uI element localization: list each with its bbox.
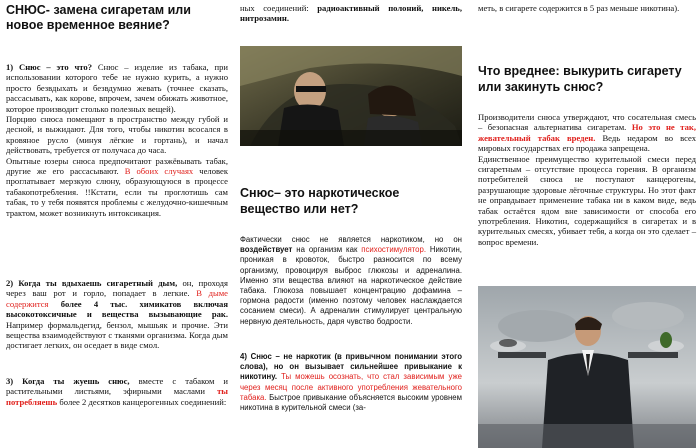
lead-what-is-snus: 1) Снюс – это что? <box>6 62 93 72</box>
text-banned: Ведь недаром во всех мировых государствах его продажа запрещена. <box>478 132 696 154</box>
text-nicotine-level: Быстрое привыкание объясняется высоким уровнем никотина в курительной смеси (за- <box>240 392 462 413</box>
paragraph-psychostimulant <box>240 235 462 327</box>
car-scene-photo <box>240 46 462 146</box>
text-not-drug: Фактически снюс не является наркотиком, но он <box>240 235 462 244</box>
section-chewing-snus <box>6 376 228 407</box>
paragraph-nicotine-compare: меть, в сигарете содержится в 5 раз меньше никотина). <box>478 3 680 13</box>
paragraph-experienced-users <box>6 156 228 218</box>
paragraph-chewing-snus <box>6 376 228 407</box>
text-experienced-users: Опытные юзеры снюса предпочитают разжёвывать табак, другие же его рассасывают. <box>6 155 228 177</box>
text-chewing-snus: вместе с табаком и растительными листьями, эфирными маслами <box>6 376 228 397</box>
heading-snus-replacement: СНЮС- замена сигаретам или новое временное веяние? <box>6 3 191 32</box>
paragraph-radioactive <box>240 3 462 24</box>
paragraph-manufacturers <box>478 112 696 154</box>
highlight-dependency: Ты можешь осознать, что стал зависимым уже через месяц после активного употребления жевательного табака. <box>240 372 462 402</box>
paragraph-cigarette-smoke <box>6 278 228 351</box>
lead-cigarette-smoke: 2) Когда ты вдыхаешь сигаретный дым, <box>6 278 178 288</box>
column-middle <box>236 0 466 448</box>
highlight-not-safe: Но это не так, жевательный табак вреден. <box>478 122 696 143</box>
text-compounds: ных соединений: <box>240 3 309 13</box>
businessman-photo <box>478 286 696 448</box>
highlight-smoke-contains: В дыме содержится <box>6 288 228 309</box>
text-affects: воздействует <box>240 245 293 255</box>
text-saliva: человек проглатывает мерзкую слюну, образующуюся в процессе табакопотребления. !!Кстати, если ты проглотишь сам табак, то у тебя появятся проблемы с желудочно-кишечным трактом, может возникнуть интоксикация. <box>6 166 229 218</box>
paragraph-what-is-snus <box>6 62 228 114</box>
text-formaldehyde: Например формальдегид, бензол, мышьяк и прочие. Эти вещества взаимодействуют с тканями организма. Когда дым достигает легких, он оседает в виде смол. <box>6 319 228 351</box>
highlight-both-cases: В обоих случаях <box>124 166 194 177</box>
section-addiction <box>240 352 462 413</box>
lead-addiction: 4) Снюс – не наркотик (в привычном понимании этого слова), но он вызывает сильнейшее привыкание к никотину. <box>240 352 462 382</box>
column-right <box>470 0 700 448</box>
paragraph-only-advantage: Единственное преимущество курительной смеси перед сигаретным – отсутствие процесса горения. В организм потребителей снюса не поступают канцерогены, разрушающие здоровые лёгочные структуры. Но этот факт не оправдывает применение табака ни в каком виде, ведь табак остаётся ядом вне зависимости от способа его употребления. Никотин, содержащийся в сигаретах и в курительных смесях, убивает тебя, а когда он это сделает – вопрос времени. <box>478 153 696 247</box>
text-carcinogens: более 2 десятков канцерогенных соединений: <box>59 396 227 407</box>
text-cigarette-smoke: он, проходя через ваш рот и горло, попадает в легкие. <box>6 278 228 299</box>
highlight-you-consume: ты потребляешь <box>6 386 228 407</box>
text-manufacturers: Производители снюса утверждают, что сосательная смесь – безопасная альтернатива сигаретам. <box>478 112 696 133</box>
section-what-is-snus <box>6 62 228 218</box>
section-psychostimulant <box>240 235 462 327</box>
highlight-psychostimulant: психостимулятор. <box>361 245 426 255</box>
text-polonium: радиоактивный полоний, никель, нитрозамин. <box>240 3 462 24</box>
text-nicotine-effect: Никотин, проникая в кровоток, быстро разносится по всему организму, провоцируя выброс глюкозы и адреналина. Именно эти вещества влияют на наркотическое действие табака. Глюкоза повышает концентрацию дофамина – гормона радости (именно поэтому человек наслаждается сосанием смеси). А адреналин стимулирует центральную нервную деятельность, даря чувство бодрости. <box>240 245 462 326</box>
text-chemicals: более 4 тыс. химикатов включая высокотоксичные и вещества вызывающие рак. <box>6 298 228 320</box>
businessman-illustration <box>478 286 696 448</box>
heading-is-snus-a-drug: Снюс– это наркотическое вещество или нет? <box>240 186 400 216</box>
paragraph-portion: Порцию снюса помещают в пространство между губой и десной, и выжидают. Для того, чтобы никотин всосался в кровяное русло (минуя лёгкие и гортань), и начал действовать, требуется от получаса до часа. <box>6 114 228 156</box>
heading-what-is-worse: Что вреднее: выкурить сигарету или закинуть снюс? <box>478 64 682 94</box>
car-scene-illustration <box>240 46 462 146</box>
paragraph-addiction <box>240 352 462 413</box>
text-what-is-snus: Снюс – изделие из табака, при использовании которого тебе не нужно курить, а нужно просто безвдыхать и безвдумно жевать (точнее сказать, рассасывать, как корове, впрочем, зачем обижать животное, которое производит столько полезных вещей). <box>6 62 228 114</box>
section-cigarette-smoke <box>6 278 228 351</box>
text-on-body: на организм как <box>296 245 358 255</box>
column-left <box>0 0 230 448</box>
lead-chewing-snus: 3) Когда ты жуешь снюс, <box>6 376 130 386</box>
section-worse <box>478 112 696 247</box>
